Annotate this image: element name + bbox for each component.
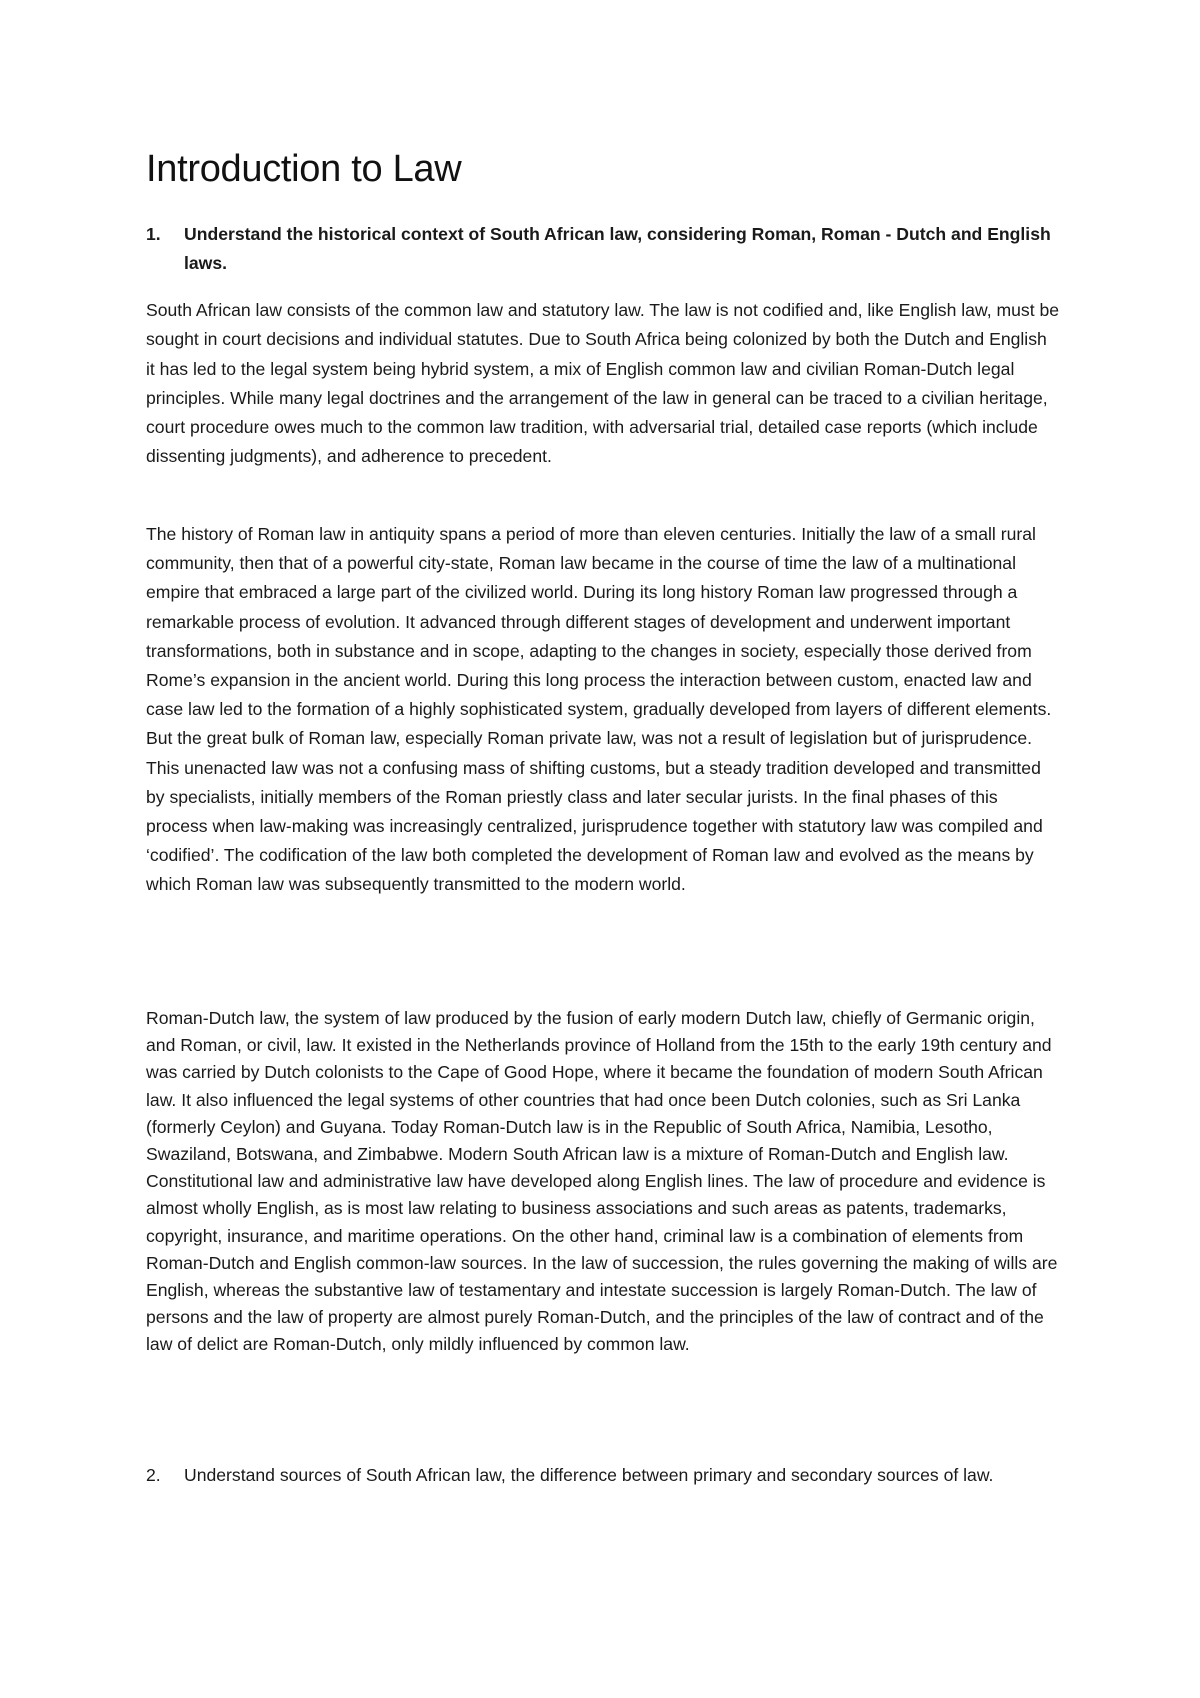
section-number: 1. — [146, 224, 161, 244]
paragraph-south-african-law: South African law consists of the common law and statutory law. The law is not codified and, like English law, must be sought in court decisions and individual statutes. Due to South Africa being colonized by both the Dutch and English it has led to the legal system being hybrid system, a mix of English common law and civilian Roman-Dutch legal principles. While many legal doctrines and the arrangement of the law in general can be traced to a civilian heritage, court procedure owes much to the common law tradition, with adversarial trial, detailed case reports (which include dissenting judgments), and adherence to precedent. — [146, 300, 1060, 467]
section-heading-text: Understand the historical context of South African law, considering Roman, Roman - Dutch and English laws. — [184, 224, 1051, 273]
section-heading-text: Understand sources of South African law, the difference between primary and secondary sources of law. — [184, 1465, 994, 1485]
section-heading-2 — [146, 1461, 1066, 1490]
paragraph-roman-law: The history of Roman law in antiquity spans a period of more than eleven centuries. Initially the law of a small rural community, then that of a powerful city-state, Roman law became in the course of time the law of a multinational empire that embraced a large part of the civilized world. During its long history Roman law progressed through a remarkable process of evolution. It advanced through different stages of development and underwent important transformations, both in substance and in scope, adapting to the changes in society, especially those derived from Rome’s expansion in the ancient world. During this long process the interaction between custom, enacted law and case law led to the formation of a highly sophisticated system, gradually developed from layers of different elements. But the great bulk of Roman law, especially Roman private law, was not a result of legislation but of jurisprudence. This unenacted law was not a confusing mass of shifting customs, but a steady tradition developed and transmitted by specialists, initially members of the Roman priestly class and later secular jurists. In the final phases of this process when law-making was increasingly centralized, jurisprudence together with statutory law was compiled and ‘codified’. The codification of the law both completed the development of Roman law and evolved as the means by which Roman law was subsequently transmitted to the modern world. — [146, 524, 1052, 895]
section-heading-1 — [146, 220, 1066, 278]
document-title: Introduction to Law — [146, 148, 462, 190]
paragraph-roman-dutch-law: Roman-Dutch law, the system of law produced by the fusion of early modern Dutch law, chiefly of Germanic origin, and Roman, or civil, law. It existed in the Netherlands province of Holland from the 15th to the early 19th century and was carried by Dutch colonists to the Cape of Good Hope, where it became the foundation of modern South African law. It also influenced the legal systems of other countries that had once been Dutch colonies, such as Sri Lanka (formerly Ceylon) and Guyana. Today Roman-Dutch law is in the Republic of South Africa, Namibia, Lesotho, Swaziland, Botswana, and Zimbabwe. Modern South African law is a mixture of Roman-Dutch and English law. Constitutional law and administrative law have developed along English lines. The law of procedure and evidence is almost wholly English, as is most law relating to business associations and such areas as patents, trademarks, copyright, insurance, and maritime operations. On the other hand, criminal law is a combination of elements from Roman-Dutch and English common-law sources. In the law of succession, the rules governing the making of wills are English, whereas the substantive law of testamentary and intestate succession is largely Roman-Dutch. The law of persons and the law of property are almost purely Roman-Dutch, and the principles of the law of contract and of the law of delict are Roman-Dutch, only mildly influenced by common law. — [146, 1008, 1058, 1355]
section-number: 2. — [146, 1465, 161, 1485]
